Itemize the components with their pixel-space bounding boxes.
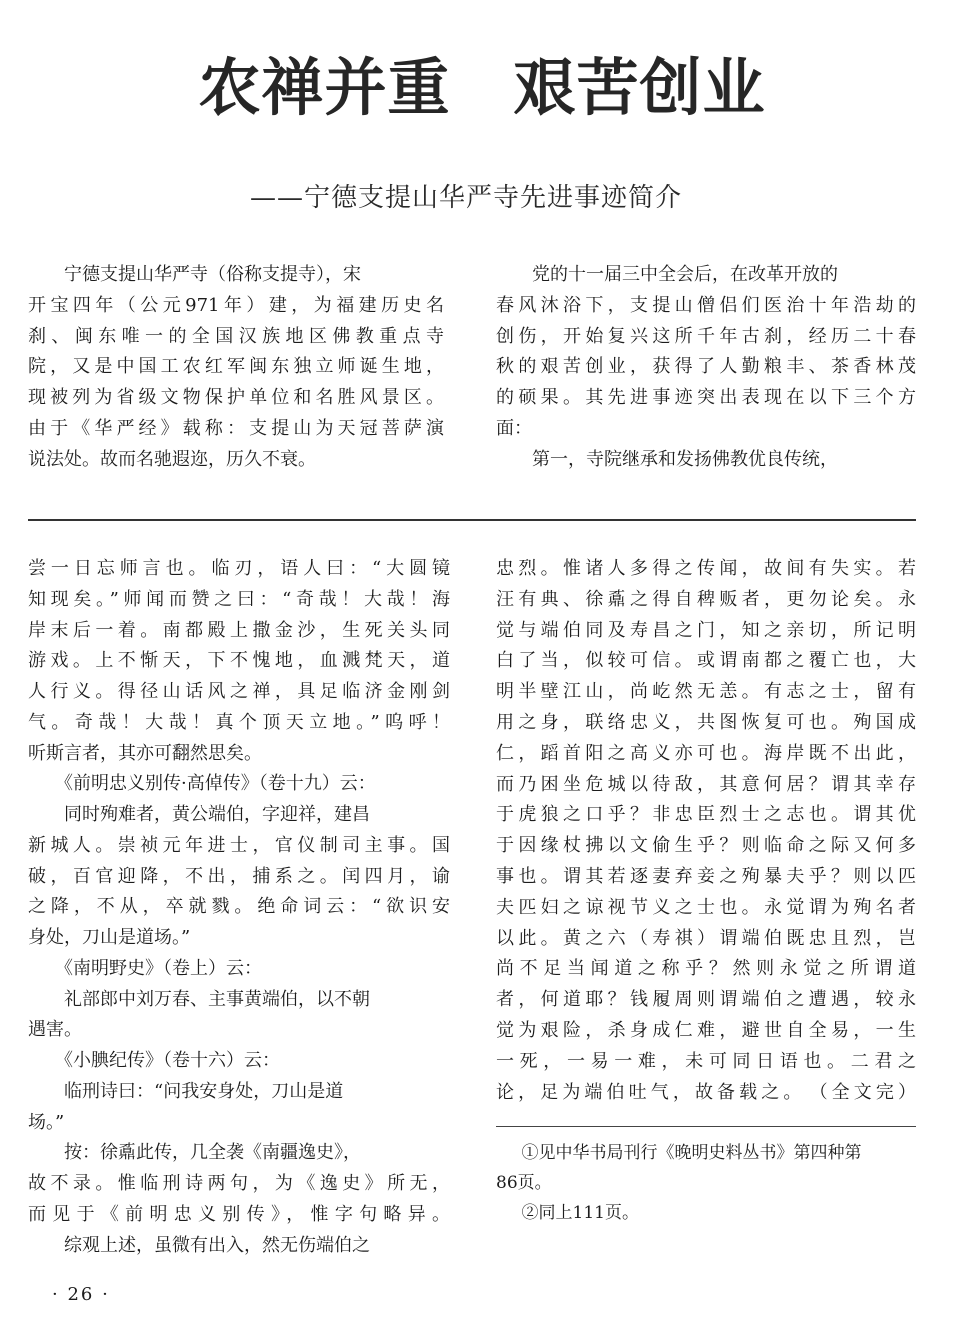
paragraph-line: 于因缘杖拂以文偷生乎？则临命之际又何多 — [496, 835, 916, 857]
paragraph-line: 明半壁江山，尚屹然无恙。有志之士，留有 — [496, 681, 916, 703]
paragraph-line: 忠烈。惟诸人多得之传闻，故间有失实。若 — [496, 558, 916, 579]
paragraph-line: 礼部郎中刘万春、主事黄端伯，以不朝 — [64, 988, 370, 1010]
page-number: · 26 · — [52, 1284, 110, 1305]
paragraph-line: 尝一日忘师言也。临刃，语人曰：“大圆镜 — [28, 558, 450, 579]
paragraph-line: 创伤，开始复兴这所千年古刹，经历二十春 — [496, 325, 916, 347]
paragraph-line: 开宝四年（公元971年）建，为福建历史名 — [28, 294, 444, 316]
paragraph-line: 《前明忠义别传·高倬传》（卷十九）云： — [55, 773, 376, 795]
footnote-line: ②同上111页。 — [521, 1203, 639, 1223]
paragraph-line: 游戏。上不惭天，下不愧地，血溅梵天，道 — [28, 650, 450, 672]
paragraph-line: 岸末后一着。南都殿上撒金沙，生死关头同 — [28, 619, 450, 641]
paragraph-line: 场。” — [28, 1111, 65, 1133]
paragraph-line: 身处，刀山是道场。” — [28, 927, 191, 948]
paragraph-line: 现被列为省级文物保护单位和名胜风景区。 — [28, 387, 444, 409]
paragraph-line: 而见于《前明忠义别传》，惟字句略异。 — [28, 1203, 450, 1225]
section-divider — [28, 519, 916, 521]
paragraph-line: 仁，蹈首阳之高义亦可也。海岸既不出此， — [496, 742, 916, 764]
paragraph-line: 《南明野史》（卷上）云： — [55, 957, 262, 979]
body-column-left — [28, 554, 450, 1261]
paragraph-line: 尚不足当闻道之称乎？然则永觉之所谓道 — [496, 958, 916, 980]
paragraph-line: 综观上述，虽微有出入，然无伤端伯之 — [64, 1234, 370, 1256]
paragraph-line: 论，足为端伯吐气，故备载之。 （全文完） — [496, 1081, 916, 1103]
article-subtitle: ——宁德支提山华严寺先进事迹简介 — [250, 183, 683, 213]
paragraph-line: 第一，寺院继承和发扬佛教优良传统， — [532, 448, 838, 470]
paragraph-line: 而乃困坐危城以待敌，其意何居？谓其幸存 — [496, 773, 916, 795]
footnote-rule — [496, 1126, 916, 1127]
paragraph-line: 同时殉难者，黄公端伯，字迎祥，建昌 — [64, 804, 370, 825]
paragraph-line: 汪有典、徐鼒之得自稗贩者，更勿论矣。永 — [496, 588, 916, 610]
paragraph-line: 临刑诗曰：“问我安身处，刀山是道 — [64, 1080, 344, 1102]
paragraph-line: 秋的艰苦创业，获得了人勤粮丰、茶香林茂 — [496, 356, 916, 378]
paragraph-line: 党的十一届三中全会后，在改革开放的 — [532, 264, 838, 285]
paragraph-line: 遇害。 — [28, 1019, 82, 1041]
paragraph-line: 按：徐鼒此传，几全袭《南疆逸史》， — [64, 1142, 361, 1164]
footnote-line: ①见中华书局刊行《晚明史料丛书》第四种第 — [521, 1143, 862, 1163]
paragraph-line: 于虎狼之口乎？非忠臣烈士之志也。谓其优 — [496, 804, 916, 826]
paragraph-line: 者，何道耶？钱履周则谓端伯之遭遇，较永 — [496, 989, 916, 1011]
paragraph-line: 知现矣。”师闻而赞之曰：“奇哉！大哉！海 — [28, 588, 450, 610]
paragraph-line: 面： — [496, 417, 532, 439]
paragraph-line: 一死，一易一难，未可同日语也。二君之 — [496, 1050, 916, 1072]
paragraph-line: 刹、闽东唯一的全国汉族地区佛教重点寺 — [28, 325, 444, 347]
paragraph-line: 由于《华严经》载称：支提山为天冠菩萨演 — [28, 417, 444, 439]
paragraph-line: 春风沐浴下，支提山僧侣们医治十年浩劫的 — [496, 294, 916, 316]
footnotes — [496, 1138, 916, 1228]
paragraph-line: 的硕果。其先进事迹突出表现在以下三个方 — [496, 387, 916, 409]
footnote-line: 86页。 — [496, 1173, 552, 1193]
paragraph-line: 人行义。得径山话风之禅，具足临济金刚剑 — [28, 681, 450, 702]
paragraph-line: 新城人。崇祯元年进士，官仪制司主事。国 — [28, 834, 450, 856]
paragraph-line: 用之身，联络忠义，共图恢复可也。殉国成 — [496, 711, 916, 733]
paragraph-line: 夫匹妇之谅视节义之士也。永觉谓为殉名者 — [496, 896, 916, 918]
paragraph-line: 宁德支提山华严寺（俗称支提寺），宋 — [64, 264, 361, 285]
paragraph-line: 白了当，似较可信。或谓南都之覆亡也，大 — [496, 650, 916, 672]
paragraph-line: 故不录。惟临刑诗两句，为《逸史》所无， — [28, 1173, 450, 1194]
paragraph-line: 说法处。故而名驰遐迩，历久不衰。 — [28, 448, 316, 470]
body-column-right — [496, 554, 916, 1108]
paragraph-line: 听斯言者，其亦可翻然思矣。 — [28, 742, 262, 764]
paragraph-line: 之降，不从，卒就戮。绝命词云：“欲识安 — [28, 896, 450, 918]
paragraph-line: 破，百官迎降，不出，捕系之。闰四月，谕 — [28, 865, 450, 887]
article-title: 农禅并重 艰苦创业 — [198, 51, 766, 124]
intro-column-right — [496, 260, 916, 476]
paragraph-line: 院，又是中国工农红军闽东独立师诞生地， — [28, 356, 444, 378]
paragraph-line: 气。奇哉！大哉！真个顶天立地。”呜呼！ — [28, 711, 450, 733]
paragraph-line: 《小腆纪传》（卷十六）云： — [55, 1050, 280, 1071]
paragraph-line: 以此。黄之六（寿祺）谓端伯既忠且烈，岂 — [496, 927, 916, 949]
intro-column-left — [28, 260, 444, 476]
paragraph-line: 事也。谓其若逐妻弃妾之殉暴夫乎？则以匹 — [496, 865, 916, 887]
paragraph-line: 觉与端伯同及寿昌之门，知之亲切，所记明 — [496, 619, 916, 641]
paragraph-line: 觉为艰险，杀身成仁难，避世自全易，一生 — [496, 1019, 916, 1041]
